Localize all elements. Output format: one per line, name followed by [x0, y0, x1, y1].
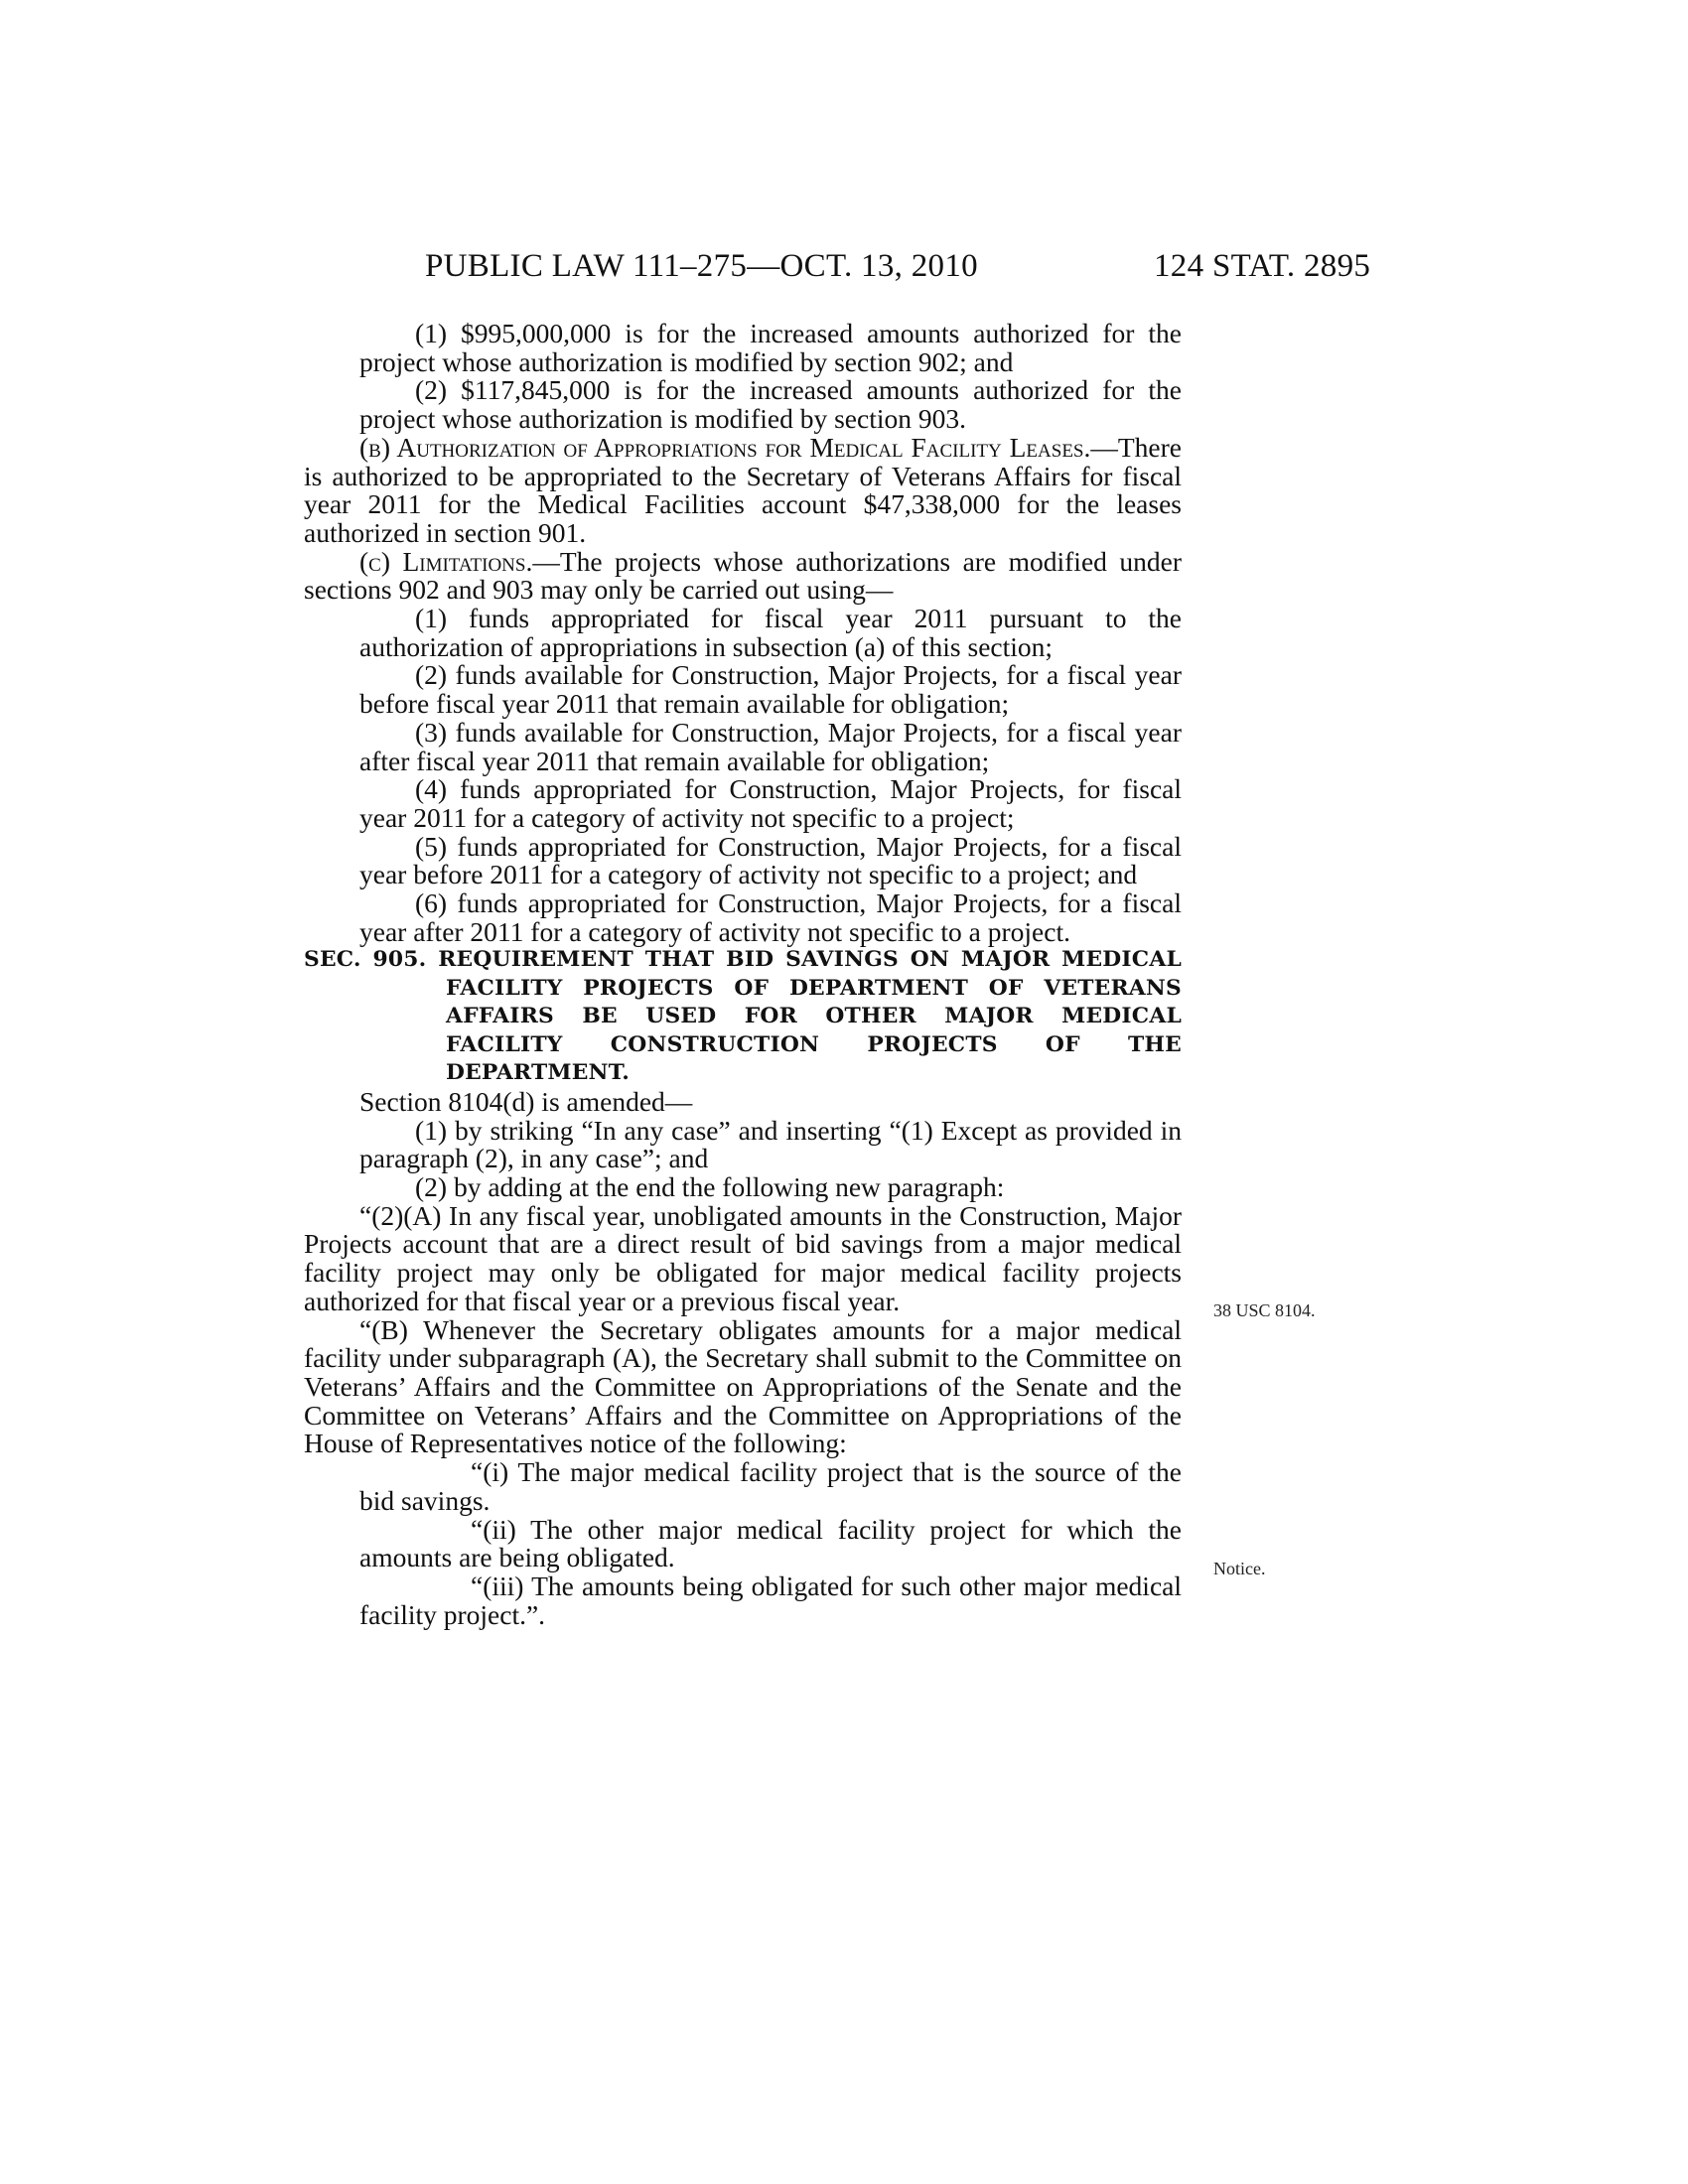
subsection-c-text: —The projects whose authorizations are modified under sections 902 and 903 may only be carried out using—: [304, 545, 1182, 606]
amendment-item-2: (2) by adding at the end the following new paragraph:: [415, 1171, 1005, 1203]
paragraph-a2: (2) $117,845,000 is for the increased amounts authorized for the project whose authorization is modified by section 903.: [359, 374, 1182, 435]
section-905-intro: Section 8104(d) is amended—: [359, 1085, 693, 1117]
paragraph-a1: (1) $995,000,000 is for the increased amounts authorized for the project whose authorization is modified by section 902; and: [359, 318, 1182, 377]
limitation-item-3: (3) funds available for Construction, Major Projects, for a fiscal year after fiscal year 2011 that remain available for obligation;: [359, 716, 1182, 776]
limitation-item-4: (4) funds appropriated for Construction, Major Projects, for fiscal year 2011 for a category of activity not specific to a project;: [359, 773, 1182, 833]
document-body: [304, 320, 1182, 1629]
subsection-b-heading: (b) Authorization of Appropriations for Medical Facility Leases.: [359, 431, 1091, 463]
subsection-c: [304, 545, 1182, 606]
margin-note-notice: Notice.: [1213, 1559, 1266, 1578]
page-header: [0, 248, 1688, 288]
limitation-item-1: (1) funds appropriated for fiscal year 2011 pursuant to the authorization of appropriations in subsection (a) of this section;: [359, 603, 1182, 662]
limitation-item-5: (5) funds appropriated for Construction, Major Projects, for a fiscal year before 2011 for a category of activity not specific to a project; and: [359, 830, 1182, 890]
limitation-item-6: (6) funds appropriated for Construction, Major Projects, for a fiscal year after 2011 for a category of activity not specific to a project.: [359, 887, 1182, 947]
clause-i: “(i) The major medical facility project that is the source of the bid savings.: [359, 1456, 1182, 1516]
limitation-item-2: (2) funds available for Construction, Major Projects, for a fiscal year before fiscal year 2011 that remain available for obligation;: [359, 659, 1182, 720]
statute-page-number: 124 STAT. 2895: [1154, 248, 1371, 284]
section-905-heading: SEC. 905. REQUIREMENT THAT BID SAVINGS ON MAJOR MEDICAL FACILITY PROJECTS OF DEPARTMENT OF VETERANS AFFAIRS BE USED FOR OTHER MAJOR MEDICAL FACILITY CONSTRUCTION PROJECTS OF THE DEPARTMENT.: [304, 947, 1182, 1086]
amendment-item-1: (1) by striking “In any case” and inserting “(1) Except as provided in paragraph (2), in any case”; and: [359, 1114, 1182, 1174]
subsection-b: [304, 431, 1182, 548]
clause-ii: “(ii) The other major medical facility project for which the amounts are being obligated.: [359, 1513, 1182, 1573]
clause-iii: “(iii) The amounts being obligated for such other major medical facility project.”.: [359, 1570, 1182, 1630]
margin-note-usc: 38 USC 8104.: [1213, 1300, 1316, 1320]
running-head-title: PUBLIC LAW 111–275—OCT. 13, 2010: [425, 248, 978, 284]
subsection-b-text: —There is authorized to be appropriated to the Secretary of Veterans Affairs for fiscal year 2011 for the Medical Facilities account $47,338,000 for the leases authorized in section 901.: [304, 431, 1182, 548]
new-paragraph-2a: “(2)(A) In any fiscal year, unobligated amounts in the Construction, Major Projects account that are a direct result of bid savings from a major medical facility project may only be obligated for major medical facility projects authorized for that fiscal year or a previous fiscal year.: [304, 1199, 1182, 1316]
subsection-c-heading: (c) Limitations.: [359, 545, 533, 577]
new-subparagraph-b: “(B) Whenever the Secretary obligates amounts for a major medical facility under subparagraph (A), the Secretary shall submit to the Committee on Veterans’ Affairs and the Committee on Appropriations of the Senate and the Committee on Veterans’ Affairs and the Committee on Appropriations of the House of Representatives notice of the following:: [304, 1313, 1182, 1459]
